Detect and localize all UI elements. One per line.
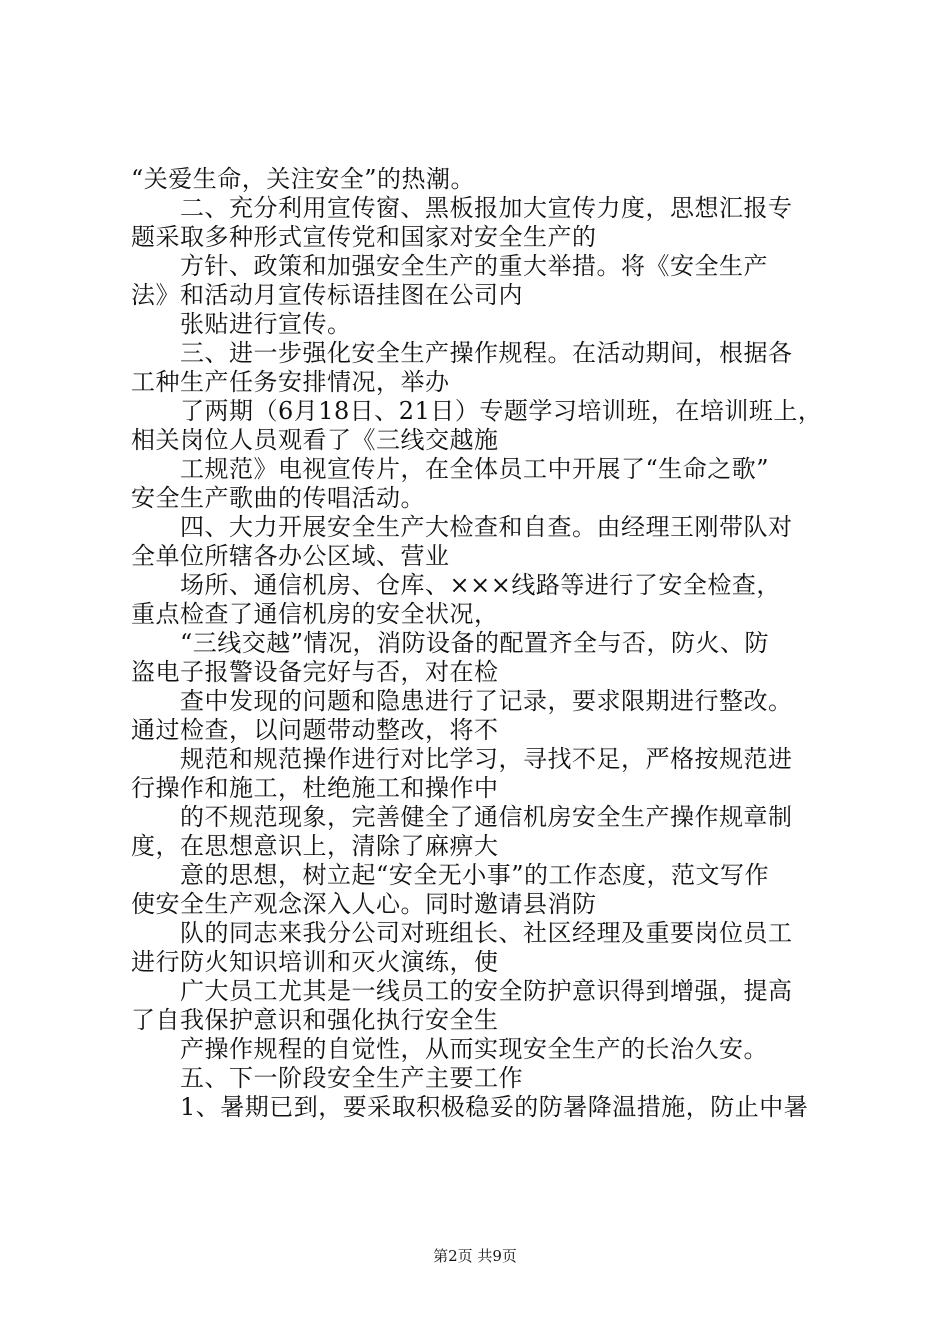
- text-line: 通过检查，以问题带动整改，将不: [131, 716, 499, 744]
- text-line: 法》和活动月宣传标语挂图在公司内: [131, 281, 523, 309]
- text-line: 全单位所辖各办公区域、营业: [131, 542, 450, 570]
- text-line: 产操作规程的自觉性，从而实现安全生产的长治久安。: [180, 1035, 768, 1063]
- text-line: 方针、政策和加强安全生产的重大举措。将《安全生产: [180, 252, 768, 280]
- text-line: 张贴进行宣传。: [180, 310, 352, 338]
- text-line: 了两期（6月18日、21日）专题学习培训班，在培训班上，: [180, 397, 823, 425]
- text-line: 安全生产歌曲的传唱活动。: [131, 484, 425, 512]
- text-line: “三线交越”情况，消防设备的配置齐全与否，防火、防: [180, 629, 770, 657]
- text-line: 规范和规范操作进行对比学习，寻找不足，严格按规范进: [180, 745, 793, 773]
- text-line: 五、下一阶段安全生产主要工作: [180, 1064, 523, 1092]
- text-line: 查中发现的问题和隐患进行了记录，要求限期进行整改。: [180, 687, 793, 715]
- text-line: 四、大力开展安全生产大检查和自查。由经理王刚带队对: [180, 513, 793, 541]
- text-line: 场所、通信机房、仓库、×××线路等进行了安全检查，: [180, 571, 781, 599]
- text-line: 三、进一步强化安全生产操作规程。在活动期间，根据各: [180, 339, 793, 367]
- text-line: 盗电子报警设备完好与否，对在检: [131, 658, 499, 686]
- text-line: 工规范》电视宣传片，在全体员工中开展了“生命之歌”: [180, 455, 770, 483]
- text-line: 进行防火知识培训和灭火演练，使: [131, 948, 499, 976]
- text-line: 度，在思想意识上，清除了麻痹大: [131, 832, 499, 860]
- text-line: 行操作和施工，杜绝施工和操作中: [131, 774, 499, 802]
- text-line: 二、充分利用宣传窗、黑板报加大宣传力度，思想汇报专: [180, 194, 793, 222]
- text-line: “关爱生命，关注安全”的热潮。: [131, 165, 476, 193]
- text-line: 队的同志来我分公司对班组长、社区经理及重要岗位员工: [180, 919, 793, 947]
- text-line: 相关岗位人员观看了《三线交越施: [131, 426, 499, 454]
- text-line: 了自我保护意识和强化执行安全生: [131, 1006, 499, 1034]
- text-line: 使安全生产观念深入人心。同时邀请县消防: [131, 890, 597, 918]
- text-line: 1、暑期已到，要采取积极稳妥的防暑降温措施，防止中暑: [180, 1093, 809, 1121]
- document-body: [131, 165, 831, 1122]
- text-line: 的不规范现象，完善健全了通信机房安全生产操作规章制: [180, 803, 793, 831]
- text-line: 重点检查了通信机房的安全状况，: [131, 600, 499, 628]
- page-number-footer: 第2页 共9页: [433, 1247, 517, 1265]
- text-line: 意的思想，树立起“安全无小事”的工作态度，范文写作: [180, 861, 770, 889]
- text-line: 工种生产任务安排情况，举办: [131, 368, 450, 396]
- text-line: 题采取多种形式宣传党和国家对安全生产的: [131, 223, 597, 251]
- text-line: 广大员工尤其是一线员工的安全防护意识得到增强，提高: [180, 977, 793, 1005]
